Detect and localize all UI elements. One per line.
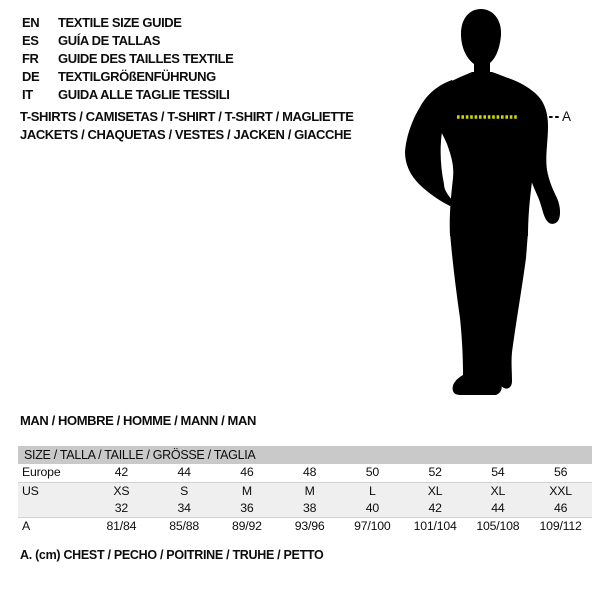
cell: 34 — [177, 501, 191, 515]
language-label: TEXTILGRÖßENFÜHRUNG — [58, 69, 216, 84]
cell: XS — [113, 484, 130, 498]
cell: 36 — [240, 501, 254, 515]
cell: 44 — [491, 501, 505, 515]
language-label: GUÍA DE TALLAS — [58, 33, 161, 48]
language-code: IT — [22, 87, 33, 102]
cell: 50 — [365, 465, 380, 479]
language-label: GUIDE DES TAILLES TEXTILE — [58, 51, 234, 66]
table-row-europe — [18, 464, 592, 482]
cell: S — [180, 484, 189, 498]
row-label: Europe — [22, 465, 61, 479]
silhouette-legs — [450, 232, 528, 395]
language-label: TEXTILE SIZE GUIDE — [58, 15, 182, 30]
cell: XL — [490, 484, 506, 498]
cell: 40 — [365, 501, 380, 515]
table-row-chest-a — [18, 518, 592, 536]
silhouette-head — [461, 9, 501, 79]
category-jackets: JACKETS / CHAQUETAS / VESTES / JACKEN / GIACCHE — [20, 127, 352, 142]
row-label: US — [22, 484, 39, 498]
cell: 54 — [491, 465, 505, 479]
measurement-footnote: A. (cm) CHEST / PECHO / POITRINE / TRUHE / PETTO — [20, 548, 324, 562]
cell: 101/104 — [413, 519, 457, 533]
cell: 89/92 — [231, 519, 262, 533]
cell: 81/84 — [106, 519, 137, 533]
cell: M — [304, 484, 315, 498]
size-table-header: SIZE / TALLA / TAILLE / GRÖSSE / TAGLIA — [18, 446, 592, 464]
cell: 46 — [240, 465, 254, 479]
cell: 44 — [177, 465, 191, 479]
cell: 52 — [428, 465, 442, 479]
cell: XL — [427, 484, 443, 498]
cell: 85/88 — [169, 519, 200, 533]
cell: 32 — [114, 501, 129, 515]
row-label: A — [22, 519, 31, 533]
language-label: GUIDA ALLE TAGLIE TESSILI — [58, 87, 230, 102]
cell: 56 — [553, 465, 568, 479]
cell: 38 — [302, 501, 317, 515]
measure-label-a: A — [562, 109, 572, 124]
cell: 93/96 — [294, 519, 325, 533]
cell: 105/108 — [476, 519, 520, 533]
cell: L — [369, 484, 376, 498]
cell: M — [241, 484, 252, 498]
size-table — [18, 446, 592, 536]
language-code: ES — [22, 33, 39, 48]
language-code: EN — [22, 15, 40, 30]
cell: 109/112 — [539, 519, 582, 533]
language-code: FR — [22, 51, 39, 66]
cell: 97/100 — [354, 519, 391, 533]
cell: 48 — [302, 465, 317, 479]
row-label — [18, 500, 90, 517]
category-tshirts: T-SHIRTS / CAMISETAS / T-SHIRT / T-SHIRT / MAGLIETTE — [20, 109, 354, 124]
cell: 46 — [553, 501, 568, 515]
table-row-us-numeric — [18, 500, 592, 518]
section-title-man: MAN / HOMBRE / HOMME / MANN / MAN — [20, 413, 256, 428]
language-code: DE — [22, 69, 40, 84]
cell: XXL — [549, 484, 572, 498]
cell: 42 — [428, 501, 442, 515]
table-row-us — [18, 482, 592, 500]
cell: 42 — [114, 465, 129, 479]
